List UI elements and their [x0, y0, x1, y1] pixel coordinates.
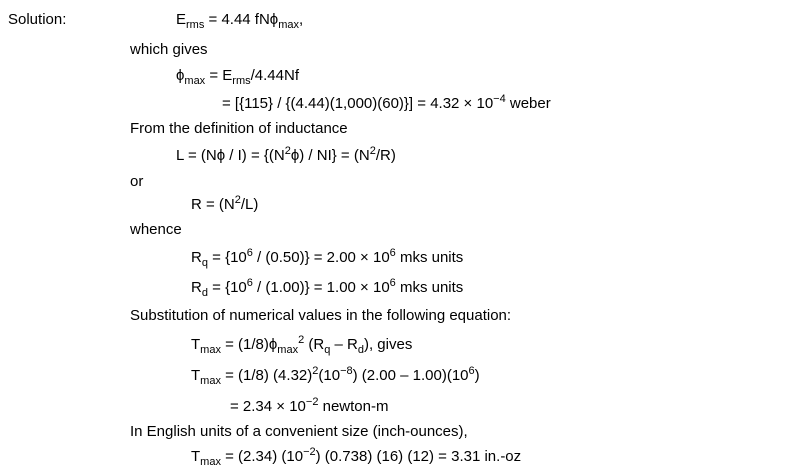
text-run: ) (0.738) (16) (12) = 3.31 in.-oz: [315, 448, 522, 465]
text-line: [130, 422, 468, 442]
text-line: [130, 40, 208, 60]
text-run: = 2.34 × 10: [230, 398, 306, 415]
text-run: ϕ: [176, 67, 185, 84]
text-run: ), gives: [363, 336, 413, 353]
text-run: which gives: [130, 41, 208, 58]
superscript: 6: [246, 247, 253, 259]
subscript: max: [277, 344, 299, 356]
text-run: E: [176, 11, 187, 28]
solution-label: Solution:: [8, 11, 67, 28]
subscript: q: [324, 344, 331, 356]
text-run: /L): [240, 196, 259, 213]
text-run: ϕ) / NI} = (N: [290, 147, 370, 164]
equation-line: [191, 248, 463, 268]
text-run: = (2.34) (10: [220, 448, 304, 465]
text-run: ,: [298, 11, 304, 28]
text-run: T: [191, 448, 201, 465]
superscript: 6: [389, 247, 396, 259]
text-run: ) (2.00 – 1.00)(10: [352, 367, 469, 384]
subscript: rms: [232, 75, 251, 87]
text-run: mks units: [395, 249, 464, 266]
subscript: q: [201, 257, 208, 269]
text-run: From the definition of inductance: [130, 120, 348, 137]
equation-line: [176, 10, 303, 30]
text-run: (R: [304, 336, 325, 353]
superscript: 6: [389, 277, 396, 289]
text-line: [130, 172, 143, 192]
equation-line: [191, 335, 412, 355]
subscript: d: [357, 344, 364, 356]
superscript: 2: [284, 145, 291, 157]
text-run: ): [474, 367, 480, 384]
subscript: max: [184, 75, 206, 87]
superscript: 2: [312, 365, 319, 377]
text-run: R: [191, 279, 202, 296]
superscript: 6: [246, 277, 253, 289]
subscript: rms: [186, 19, 205, 31]
superscript: −2: [305, 396, 319, 408]
superscript: −4: [493, 93, 506, 105]
text-run: R = (N: [191, 196, 235, 213]
text-run: = 4.44 fNϕ: [204, 11, 279, 28]
text-run: R: [191, 249, 202, 266]
equation-line: [191, 366, 480, 386]
equation-line: [176, 66, 299, 86]
text-run: /R): [375, 147, 396, 164]
text-line: [130, 306, 511, 326]
superscript: −2: [303, 446, 316, 458]
superscript: 6: [468, 365, 475, 377]
text-run: (10: [318, 367, 341, 384]
superscript: 2: [369, 145, 376, 157]
text-run: whence: [130, 221, 182, 238]
text-line: [130, 220, 182, 240]
text-run: = {10: [207, 279, 247, 296]
text-run: /4.44Nf: [250, 67, 299, 84]
text-run: – R: [330, 336, 358, 353]
text-run: / (1.00)} = 1.00 × 10: [252, 279, 390, 296]
text-run: = (1/8)ϕ: [220, 336, 278, 353]
text-run: = E: [205, 67, 233, 84]
superscript: 2: [298, 334, 305, 346]
equation-line: [191, 447, 521, 467]
text-run: = (1/8) (4.32): [220, 367, 313, 384]
superscript: 2: [234, 194, 241, 206]
equation-line: [191, 195, 258, 215]
text-run: / (0.50)} = 2.00 × 10: [252, 249, 390, 266]
subscript: max: [200, 375, 221, 387]
equation-line: [230, 397, 388, 417]
text-run: In English units of a convenient size (inch-ounces),: [130, 423, 468, 440]
text-run: mks units: [395, 279, 464, 296]
subscript: max: [200, 344, 221, 356]
text-run: T: [191, 367, 201, 384]
subscript: d: [201, 287, 208, 299]
subscript: max: [200, 456, 221, 468]
superscript: −8: [340, 365, 353, 377]
text-run: Substitution of numerical values in the following equation:: [130, 307, 512, 324]
text-run: L = (Nϕ / I) = {(N: [176, 147, 285, 164]
text-run: = {10: [207, 249, 247, 266]
text-run: T: [191, 336, 201, 353]
text-run: newton-m: [318, 398, 389, 415]
text-line: [130, 119, 348, 139]
equation-line: [222, 94, 551, 114]
subscript: max: [278, 19, 299, 31]
equation-line: [191, 278, 463, 298]
text-run: or: [130, 173, 144, 190]
text-run: = [{115} / {(4.44)(1,000)(60)}] = 4.32 × 10: [222, 95, 494, 112]
equation-line: [176, 146, 396, 166]
text-run: weber: [505, 95, 551, 112]
